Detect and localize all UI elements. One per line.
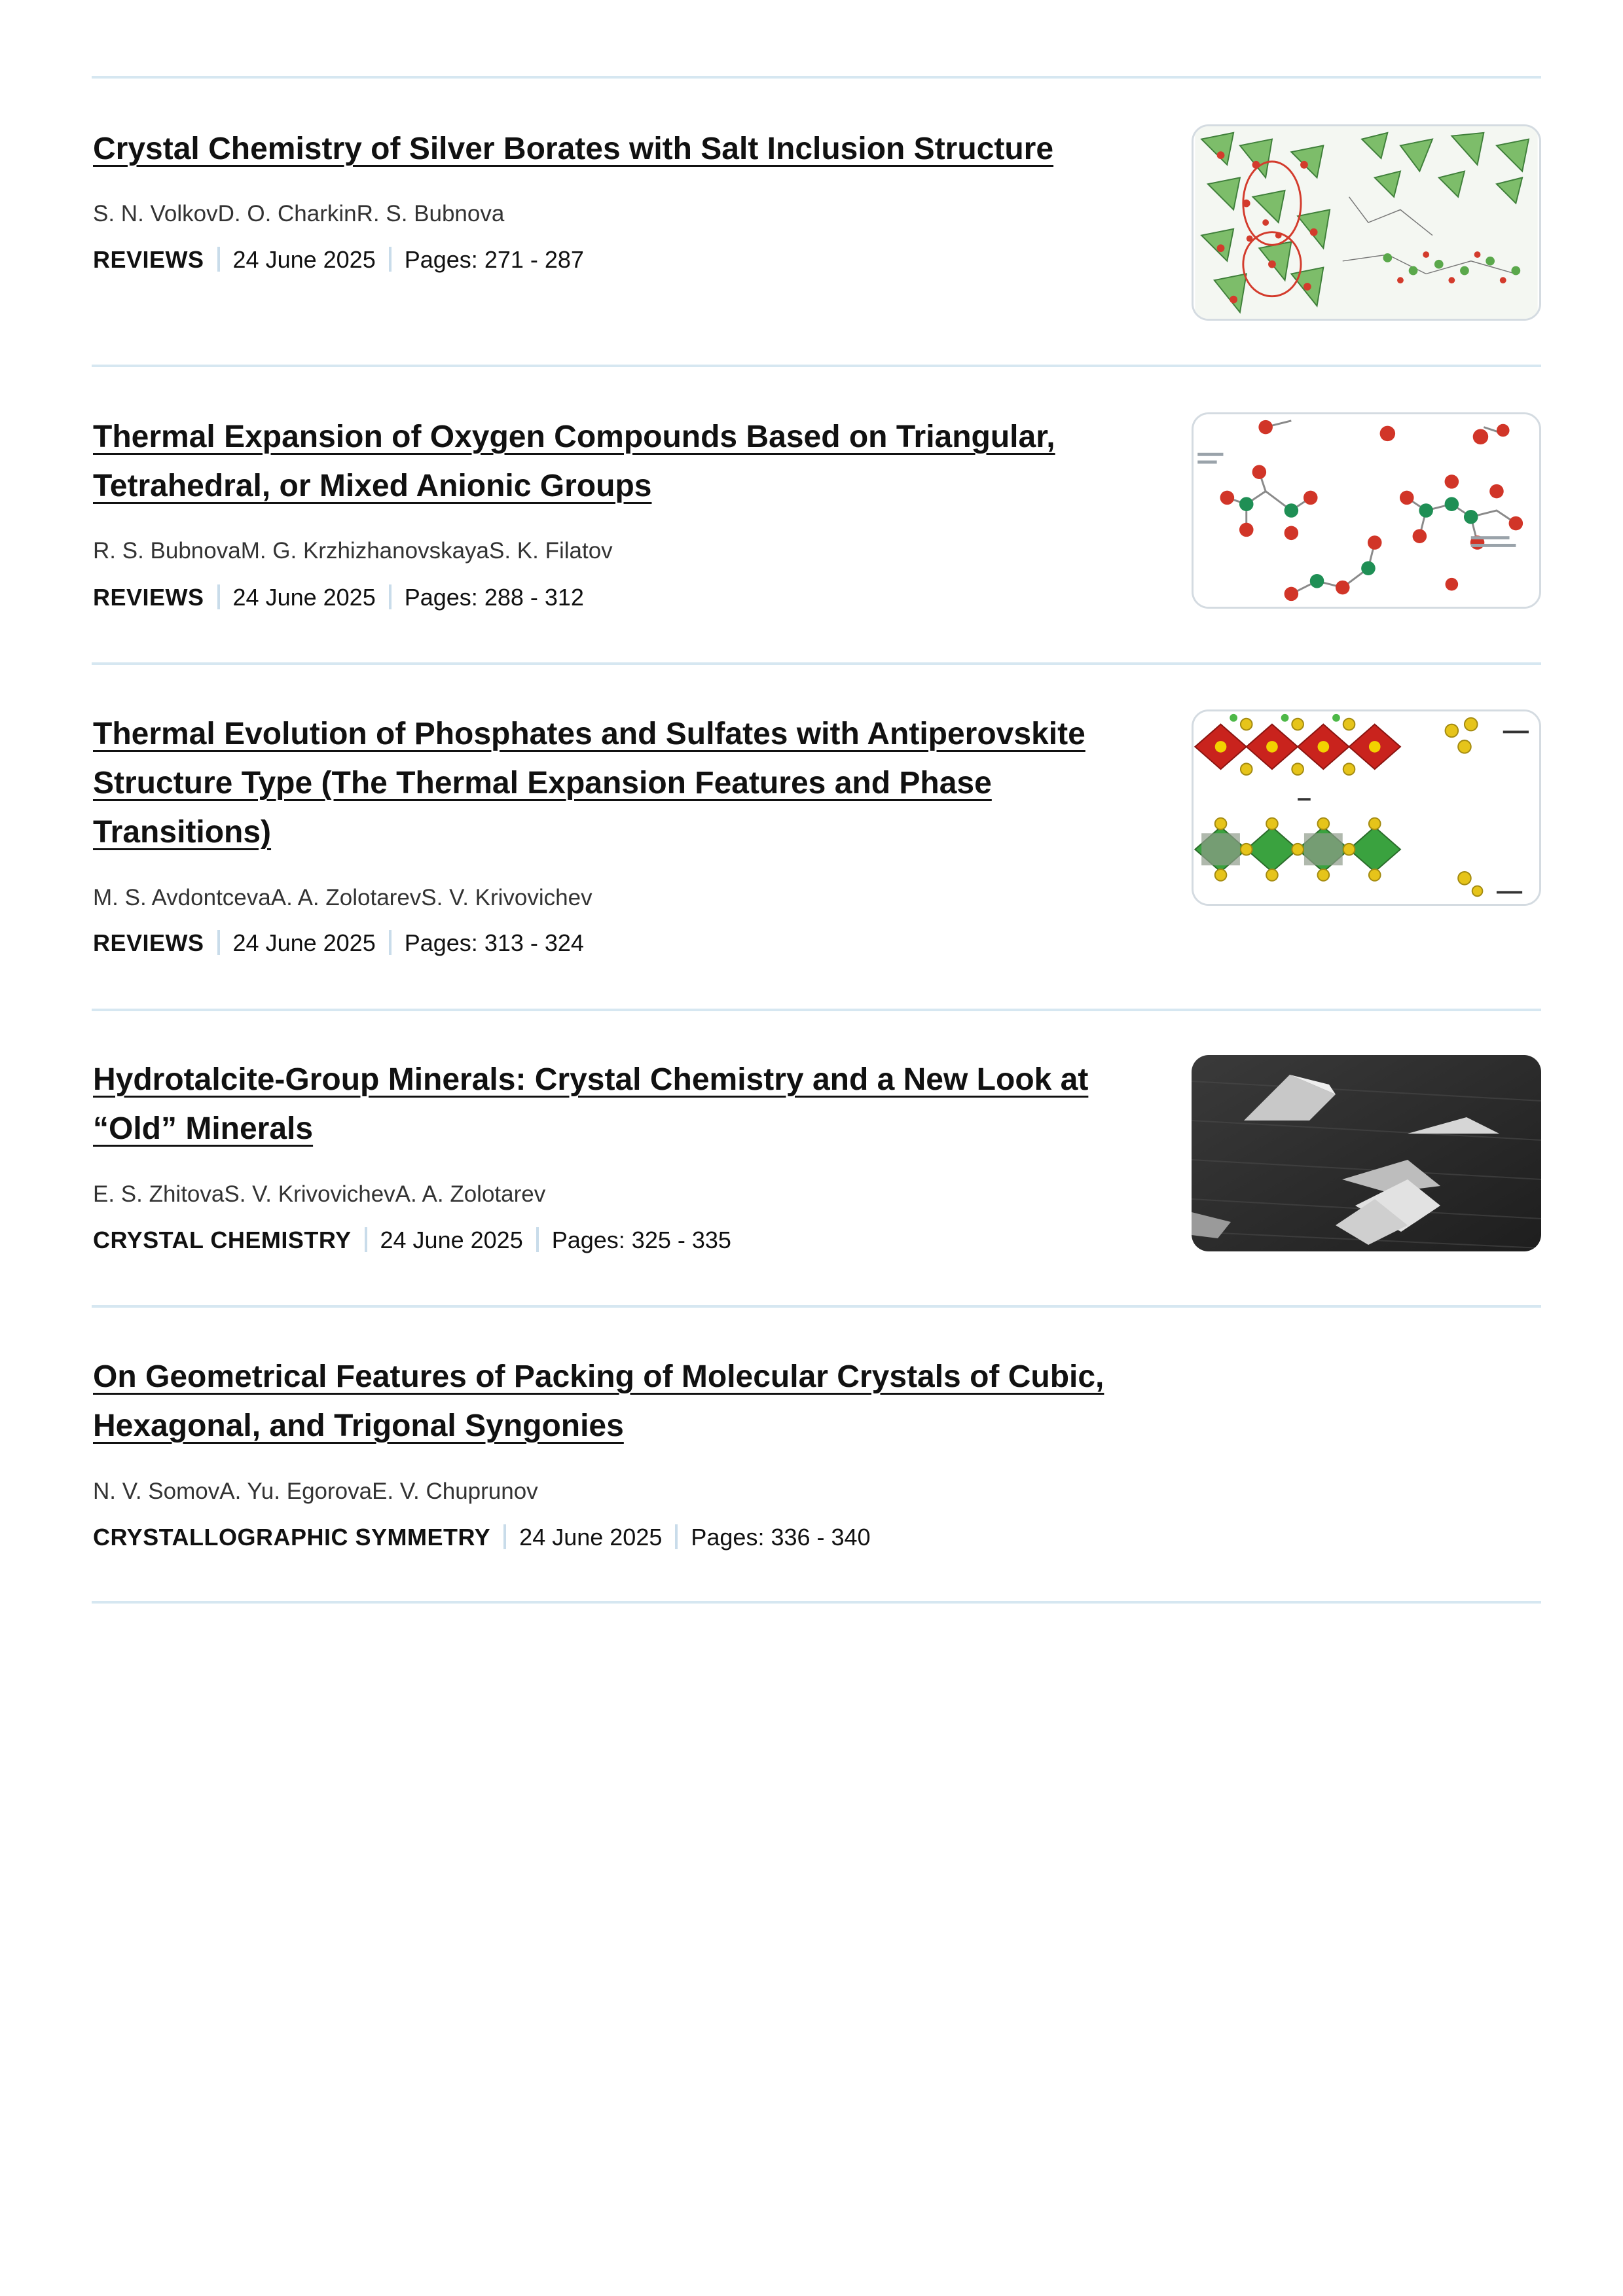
article-category[interactable]: CRYSTAL CHEMISTRY: [93, 1227, 352, 1253]
meta-separator: [389, 247, 392, 272]
article-authors: N. V. SomovA. Yu. EgorovaE. V. Chuprunov: [93, 1479, 538, 1504]
silver-borate-structure-thumbnail[interactable]: [1192, 124, 1541, 321]
meta-separator: [536, 1227, 539, 1252]
article-title: [93, 1055, 1140, 1153]
article-title-link[interactable]: Crystal Chemistry of Silver Borates with Salt Inclusion Structure: [93, 132, 1054, 166]
article-category[interactable]: REVIEWS: [93, 246, 204, 273]
article-title: [93, 412, 1140, 511]
article-authors: S. N. VolkovD. O. CharkinR. S. Bubnova: [93, 201, 505, 226]
octahedra-structure-image: [1194, 711, 1539, 904]
meta-separator: [217, 930, 220, 955]
meta-separator: [503, 1524, 506, 1549]
article-date: 24 June 2025: [380, 1227, 523, 1253]
article-pages: Pages: 325 - 335: [551, 1227, 731, 1253]
article-title: [93, 124, 1140, 173]
article-title-link[interactable]: On Geometrical Features of Packing of Molecular Crystals of Cubic, Hexagonal, and Trigonal Syngonies: [93, 1359, 1104, 1443]
article-date: 24 June 2025: [232, 929, 376, 956]
meta-separator: [365, 1227, 367, 1252]
article-category[interactable]: REVIEWS: [93, 584, 204, 611]
article-title-link[interactable]: Thermal Expansion of Oxygen Compounds Based on Triangular, Tetrahedral, or Mixed Anionic Groups: [93, 420, 1055, 503]
article-pages: Pages: 336 - 340: [691, 1524, 871, 1551]
meta-separator: [389, 584, 392, 609]
article-meta: [93, 1227, 731, 1254]
article-meta: [93, 584, 584, 611]
article-meta: [93, 246, 584, 274]
article-category[interactable]: CRYSTALLOGRAPHIC SYMMETRY: [93, 1524, 491, 1551]
article-title-link[interactable]: Hydrotalcite-Group Minerals: Crystal Chemistry and a New Look at “Old” Minerals: [93, 1062, 1089, 1146]
meta-separator: [217, 247, 220, 272]
antiperovskite-octahedra-thumbnail[interactable]: [1192, 709, 1541, 906]
article-title-link[interactable]: Thermal Evolution of Phosphates and Sulfates with Antiperovskite Structure Type (The Thermal Expansion Features and Phase Transitions): [93, 717, 1085, 850]
divider: [92, 662, 1541, 665]
sem-micrograph-image: [1192, 1055, 1541, 1251]
hydrotalcite-sem-thumbnail[interactable]: [1192, 1055, 1541, 1251]
article-pages: Pages: 271 - 287: [404, 246, 584, 273]
article-authors: M. S. AvdontcevaA. A. ZolotarevS. V. Krivovichev: [93, 885, 593, 910]
article-title: [93, 709, 1140, 857]
article-meta: [93, 929, 584, 957]
divider: [92, 365, 1541, 367]
article-pages: Pages: 313 - 324: [404, 929, 584, 956]
divider: [92, 1009, 1541, 1011]
crystal-structure-image: [1194, 126, 1539, 319]
divider: [92, 1305, 1541, 1308]
meta-separator: [675, 1524, 678, 1549]
article-pages: Pages: 288 - 312: [404, 584, 584, 611]
divider: [92, 76, 1541, 79]
divider: [92, 1601, 1541, 1604]
article-title: [93, 1352, 1140, 1450]
meta-separator: [389, 930, 392, 955]
article-date: 24 June 2025: [232, 584, 376, 611]
article-date: 24 June 2025: [232, 246, 376, 273]
article-authors: E. S. ZhitovaS. V. KrivovichevA. A. Zolotarev: [93, 1181, 546, 1207]
molecule-diagram-image: [1194, 414, 1539, 607]
article-category[interactable]: REVIEWS: [93, 929, 204, 956]
anionic-groups-molecule-thumbnail[interactable]: [1192, 412, 1541, 609]
article-date: 24 June 2025: [519, 1524, 663, 1551]
article-meta: [93, 1524, 871, 1551]
meta-separator: [217, 584, 220, 609]
article-authors: R. S. BubnovaM. G. KrzhizhanovskayaS. K. Filatov: [93, 538, 613, 564]
